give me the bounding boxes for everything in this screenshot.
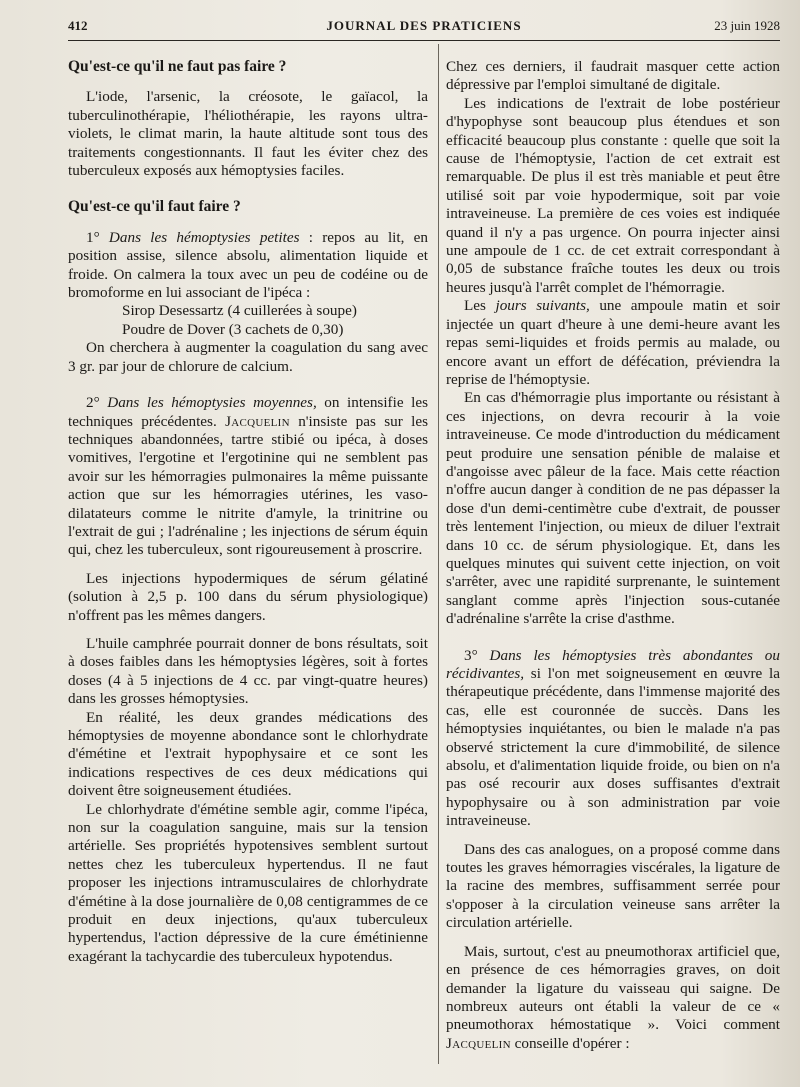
column-divider bbox=[438, 44, 439, 1064]
page-number: 412 bbox=[68, 18, 88, 33]
header-rule bbox=[68, 40, 780, 41]
section-small-hemoptysis: 1° Dans les hémoptysies petites : repos au lit, en position assise, silence absolu, alimentation liquide et froide. On calmera la toux avec un peu de codéine ou de bromoforme en lui associant de l'ipéca : bbox=[68, 228, 428, 302]
formula-poudre: Poudre de Dover (3 cachets de 0,30) bbox=[122, 320, 344, 338]
paragraph-intravenous: En cas d'hémorragie plus importante ou résistant à ces injections, on devra recourir à la voie intraveineuse. Ce mode d'introduction du médicament peut produire une sensation pénible de malaise et d'angoisse avec pâleur de la face. Mais cette réaction n'offre aucun danger à condition de ne pas dépasser la dose d'un demi-centimètre cube d'extrait, de pousser très lentement l'injection, ou mieux de diluer l'extrait dans 10 cc. de sérum physiologique. Et, dans les quelques minutes qui suivent cette injection, on voit s'arrêter, avec une rapidité surprenante, le suintement sanglant comme après l'injection sous-cutanée d'adrénaline s'arrête la crise d'asthme. bbox=[446, 389, 780, 628]
heading-what-not-to-do: Qu'est-ce qu'il ne faut pas faire ? bbox=[68, 58, 287, 75]
author-name-2: Jacquelin bbox=[446, 1034, 511, 1052]
left-column bbox=[68, 58, 428, 966]
section-abundant-hemoptysis: 3° Dans les hémoptysies très abondantes ou récidivantes, si l'on met soigneusement en œuvre la thérapeutique précédente, dans l'immense majorité des cas, elle est couronnée de succès. Dans les hémoptysies inquiétantes, ou bien le malade n'a pas observé strictement la cure d'immobilité, de silence absolu, et d'alimentation liquide froide, ou bien on n'a pas osé recourir aux doses suffisantes d'extrait hypophysaire ou à son administration par voie intraveineuse. bbox=[446, 646, 780, 830]
section-title-small: Dans les hémoptysies petites bbox=[108, 228, 300, 246]
section-title-medium: Dans les hémoptysies moyennes, bbox=[107, 394, 317, 412]
paragraph-calcium: On cherchera à augmenter la coagulation du sang avec 3 gr. par jour de chlorure de calcium. bbox=[68, 339, 428, 375]
paragraph-pneumothorax: Mais, surtout, c'est au pneumothorax artificiel que, en présence de ces hémorragies graves, on doit demander la ligature du vaisseau qui saigne. De nombreux auteurs ont établi la valeur de ce « pneumothorax hémostatique ». Voici comment Jacquelin conseille d'opérer : bbox=[446, 942, 780, 1052]
paragraph-congestive-treatments: L'iode, l'arsenic, la créosote, le gaïacol, la tuberculinothérapie, l'héliothérapie, les rayons ultra-violets, le climat marin, la haute altitude sont tous des traitements congestionnants. Il faut les éviter chez des tuberculeux exposés aux hémoptysies faciles. bbox=[68, 88, 428, 180]
author-name: Jacquelin bbox=[225, 412, 290, 430]
issue-date: 23 juin 1928 bbox=[714, 18, 780, 33]
journal-title: JOURNAL DES PRATICIENS bbox=[326, 18, 522, 33]
paragraph-digitalis: Chez ces derniers, il faudrait masquer cette action dépressive par l'emploi simultané de digitale. bbox=[446, 58, 780, 94]
right-column bbox=[446, 58, 780, 1053]
section-title-abundant: Dans les hémoptysies très abondantes ou récidivantes, bbox=[446, 646, 780, 682]
paragraph-ligature: Dans des cas analogues, on a proposé comme dans toutes les graves hémorragies viscérales, la ligature de la racine des membres, suffisamment serrée pour s'opposer à la circulation veineuse sans arrêter la circulation artérielle. bbox=[446, 840, 780, 932]
page-header bbox=[68, 18, 780, 38]
heading-what-to-do: Qu'est-ce qu'il faut faire ? bbox=[68, 198, 241, 216]
paragraph-gelatin-serum: Les injections hypodermiques de sérum gélatiné (solution à 2,5 p. 100 dans du sérum physiologique) n'offrent pas les mêmes dangers. bbox=[68, 569, 428, 624]
paragraph-two-medications: En réalité, les deux grandes médications des hémoptysies de moyenne abondance sont le chlorhydrate d'émétine et l'extrait hypophysaire et ce sont les indications respectives de ces deux médications qui doivent être soigneusement étudiées. bbox=[68, 708, 428, 800]
paragraph-emetine: Le chlorhydrate d'émétine semble agir, comme l'ipéca, non sur la coagulation sanguine, mais sur la tension artérielle. Ses propriétés hypotensives semblent surtout nettes chez les tuberculeux hypertendus. Il ne faut proposer les injections intramusculaires de chlorhydrate d'émétine à la dose journalière de 0,08 centigrammes de ce produit en deux injections, qu'aux tuberculeux hypertendus, l'action dépressive de la cure émétinienne exagérant la tachycardie des tuberculeux hypotendus. bbox=[68, 800, 428, 965]
formula-sirop: Sirop Desessartz (4 cuillerées à soupe) bbox=[122, 302, 357, 320]
paragraph-camphor-oil: L'huile camphrée pourrait donner de bons résultats, soit à doses faibles dans les hémoptysies légères, soit à fortes doses (4 à 5 injections de 4 cc. par vingt-quatre heures) dans les grosses hémoptysies. bbox=[68, 634, 428, 708]
section-medium-hemoptysis: 2° Dans les hémoptysies moyennes, on intensifie les techniques précédentes. Jacquelin n'insiste pas sur les techniques abandonnées, tartre stibié ou ipéca, à doses vomitives, l'ergotine et l'ergotinine qui ne semblent pas avoir sur les hémorragies pulmonaires la même puissante action que sur les hémorragies utérines, les vaso-dilatateurs comme le nitrite d'amyle, la trinitrine ou l'extrait de gui ; l'adrénaline ; les injections de sérum équin qui, chez les tuberculeux, sont rigoureusement à proscrire. bbox=[68, 394, 428, 559]
paragraph-hypophysis-extract: Les indications de l'extrait de lobe postérieur d'hypophyse sont beaucoup plus étendues et son efficacité beaucoup plus constante : quelle que soit la cause de l'hémoptysie, l'action de cet extrait est remarquable. De plus il est très maniable et peut être utilisé soit par voie hypodermique, soit par voie intraveineuse. La première de ces voies est indiquée quand il n'y a pas urgence. On pourra injecter ainsi une ampoule de 1 cc. de cet extrait correspondant à 0,05 de substance fraîche toutes les deux ou trois heures jusqu'à l'arrêt complet de l'hémorragie. bbox=[446, 94, 780, 296]
paragraph-following-days: Les jours suivants, une ampoule matin et soir injectée un quart d'heure à une demi-heure avant les repas semi-liquides et froids permis au malade, ou encore avant un effort de défécation, préviendra la reprise de l'hémoptysie. bbox=[446, 297, 780, 388]
